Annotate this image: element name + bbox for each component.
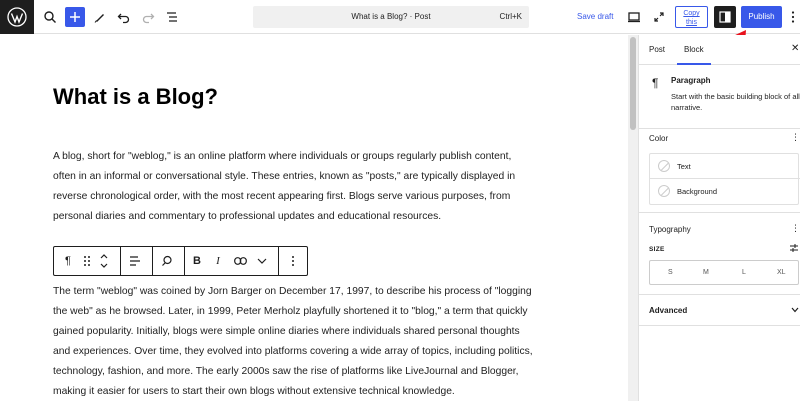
- color-panel: [649, 153, 799, 205]
- document-title: What is a Blog?: [351, 12, 408, 21]
- command-palette-bar[interactable]: [253, 6, 529, 28]
- tab-post[interactable]: Post: [649, 45, 666, 54]
- chevron-up-down-icon: [99, 252, 109, 270]
- block-name: Paragraph: [671, 76, 711, 85]
- typography-section-title: Typography: [649, 225, 691, 234]
- save-draft-button[interactable]: Save draft: [577, 12, 614, 21]
- search-icon: [161, 255, 173, 267]
- close-icon[interactable]: ✕: [791, 43, 800, 54]
- toolbar-divider: [152, 247, 153, 275]
- toolbar-divider: [278, 247, 279, 275]
- section-divider: [639, 325, 800, 326]
- pilcrow-icon: ¶: [652, 76, 659, 90]
- options-menu-button[interactable]: [788, 10, 798, 24]
- pilcrow-icon: ¶: [65, 255, 71, 267]
- editor-header: [0, 0, 800, 34]
- advanced-section-title[interactable]: Advanced: [649, 306, 688, 315]
- publish-button[interactable]: Publish: [741, 6, 782, 28]
- scrollbar-thumb[interactable]: [630, 37, 636, 130]
- color-item-label: Background: [677, 187, 718, 196]
- size-option-l[interactable]: L: [742, 269, 746, 276]
- color-item-label: Text: [677, 162, 691, 171]
- italic-button[interactable]: I: [216, 255, 220, 267]
- block-description: Start with the basic building block of all narrative.: [671, 92, 800, 112]
- paragraph-line: reverse chronological order, with the most recent appearing first. Blogs serve various purposes, from: [53, 191, 511, 202]
- toolbar-divider: [184, 247, 185, 275]
- paragraph-line: A blog, short for "weblog," is an online platform where individuals or groups regularly publish content,: [53, 151, 512, 162]
- paragraph-line: technology, fashion, and more. The early 2000s saw the rise of platforms like LiveJournal and Blogger,: [53, 366, 519, 377]
- post-title[interactable]: What is a Blog?: [53, 84, 218, 109]
- empty-swatch-icon: [658, 185, 670, 197]
- color-section-title: Color: [649, 134, 669, 143]
- pen-icon: [93, 10, 107, 24]
- more-icon: [788, 10, 798, 24]
- list-view-icon: [165, 10, 179, 24]
- size-label: SIZE: [649, 246, 665, 253]
- search-button[interactable]: [38, 5, 62, 29]
- paragraph-line: personal diaries and commentary to professional updates and educational resources.: [53, 211, 442, 222]
- bold-button[interactable]: B: [193, 255, 201, 267]
- chevron-down-icon[interactable]: [791, 307, 799, 313]
- more-formatting-button[interactable]: [253, 247, 271, 275]
- paragraph-line: making it easier for users to start their own blogs without extensive technical knowledge.: [53, 386, 455, 397]
- wordpress-icon: [7, 7, 27, 27]
- sidebar-toggle-icon: [719, 11, 731, 23]
- undo-icon: [117, 10, 131, 24]
- paragraph-block[interactable]: [53, 147, 583, 227]
- settings-sidebar-toggle[interactable]: [714, 6, 736, 28]
- section-divider: [639, 212, 800, 213]
- block-type-button[interactable]: [58, 247, 78, 275]
- more-vertical-icon: [291, 255, 295, 267]
- block-options-button[interactable]: [283, 247, 303, 275]
- editor-canvas[interactable]: [0, 35, 628, 401]
- drag-handle[interactable]: [80, 247, 94, 275]
- empty-swatch-icon: [658, 160, 670, 172]
- drag-handle-icon: [83, 255, 91, 267]
- custom-size-icon[interactable]: [789, 243, 799, 253]
- paragraph-line: gained popularity. Initially, blogs were simple online diaries where individuals shared personal thoughts: [53, 326, 520, 337]
- desktop-preview-icon: [627, 10, 641, 24]
- settings-sidebar: [638, 35, 800, 401]
- find-button[interactable]: [156, 247, 178, 275]
- align-left-icon: [129, 255, 141, 267]
- canvas-scrollbar[interactable]: [628, 35, 638, 401]
- search-icon: [43, 10, 57, 24]
- view-post-button[interactable]: [647, 5, 671, 29]
- link-icon: [234, 257, 247, 265]
- paragraph-line: and experiences. Over time, they evolved into platforms covering a wide array of topics, including politics,: [53, 346, 533, 357]
- block-toolbar: [53, 246, 308, 276]
- wordpress-logo[interactable]: [0, 0, 34, 34]
- preview-button[interactable]: [622, 5, 646, 29]
- add-block-button[interactable]: [65, 7, 85, 27]
- color-item-text[interactable]: [650, 154, 800, 179]
- tools-button[interactable]: [88, 5, 112, 29]
- paragraph-line: often in an informal or conversational style. These entries, known as "posts," are typically displayed in: [53, 171, 516, 182]
- document-type: · Post: [409, 12, 431, 21]
- redo-icon: [141, 10, 155, 24]
- toolbar-divider: [120, 247, 121, 275]
- undo-button[interactable]: [112, 5, 136, 29]
- copy-label-line2: this: [686, 19, 697, 26]
- size-option-s[interactable]: S: [668, 269, 673, 276]
- shortcut-hint: Ctrl+K: [499, 12, 522, 21]
- sidebar-tabs: [639, 35, 800, 65]
- block-card: [639, 65, 800, 129]
- paragraph-line: the web" as he browsed. Later, in 1999, Peter Merholz playfully shortened it to "blog," a term that quickly: [53, 306, 528, 317]
- document-title-group: [253, 12, 529, 21]
- paragraph-block-selected[interactable]: [53, 282, 583, 401]
- size-option-m[interactable]: M: [703, 269, 709, 276]
- align-button[interactable]: [124, 247, 146, 275]
- external-link-icon: [652, 10, 666, 24]
- color-options-icon[interactable]: ⋮: [791, 132, 800, 142]
- typography-options-icon[interactable]: ⋮: [791, 223, 800, 233]
- tab-block[interactable]: Block: [684, 45, 704, 54]
- section-divider: [639, 294, 800, 295]
- font-size-picker: [649, 260, 799, 285]
- paragraph-line: The term "weblog" was coined by Jorn Barger on December 17, 1997, to describe his process of "logging: [53, 286, 532, 297]
- size-option-xl[interactable]: XL: [777, 269, 786, 276]
- list-view-button[interactable]: [160, 5, 184, 29]
- color-item-background[interactable]: [650, 179, 800, 204]
- redo-button[interactable]: [136, 5, 160, 29]
- copy-this-button[interactable]: [675, 6, 708, 28]
- link-button[interactable]: [230, 247, 250, 275]
- chevron-down-icon: [257, 258, 267, 264]
- copy-label-line1: Copy: [683, 10, 700, 17]
- move-up-down-button[interactable]: [96, 247, 112, 275]
- plus-icon: [69, 11, 81, 23]
